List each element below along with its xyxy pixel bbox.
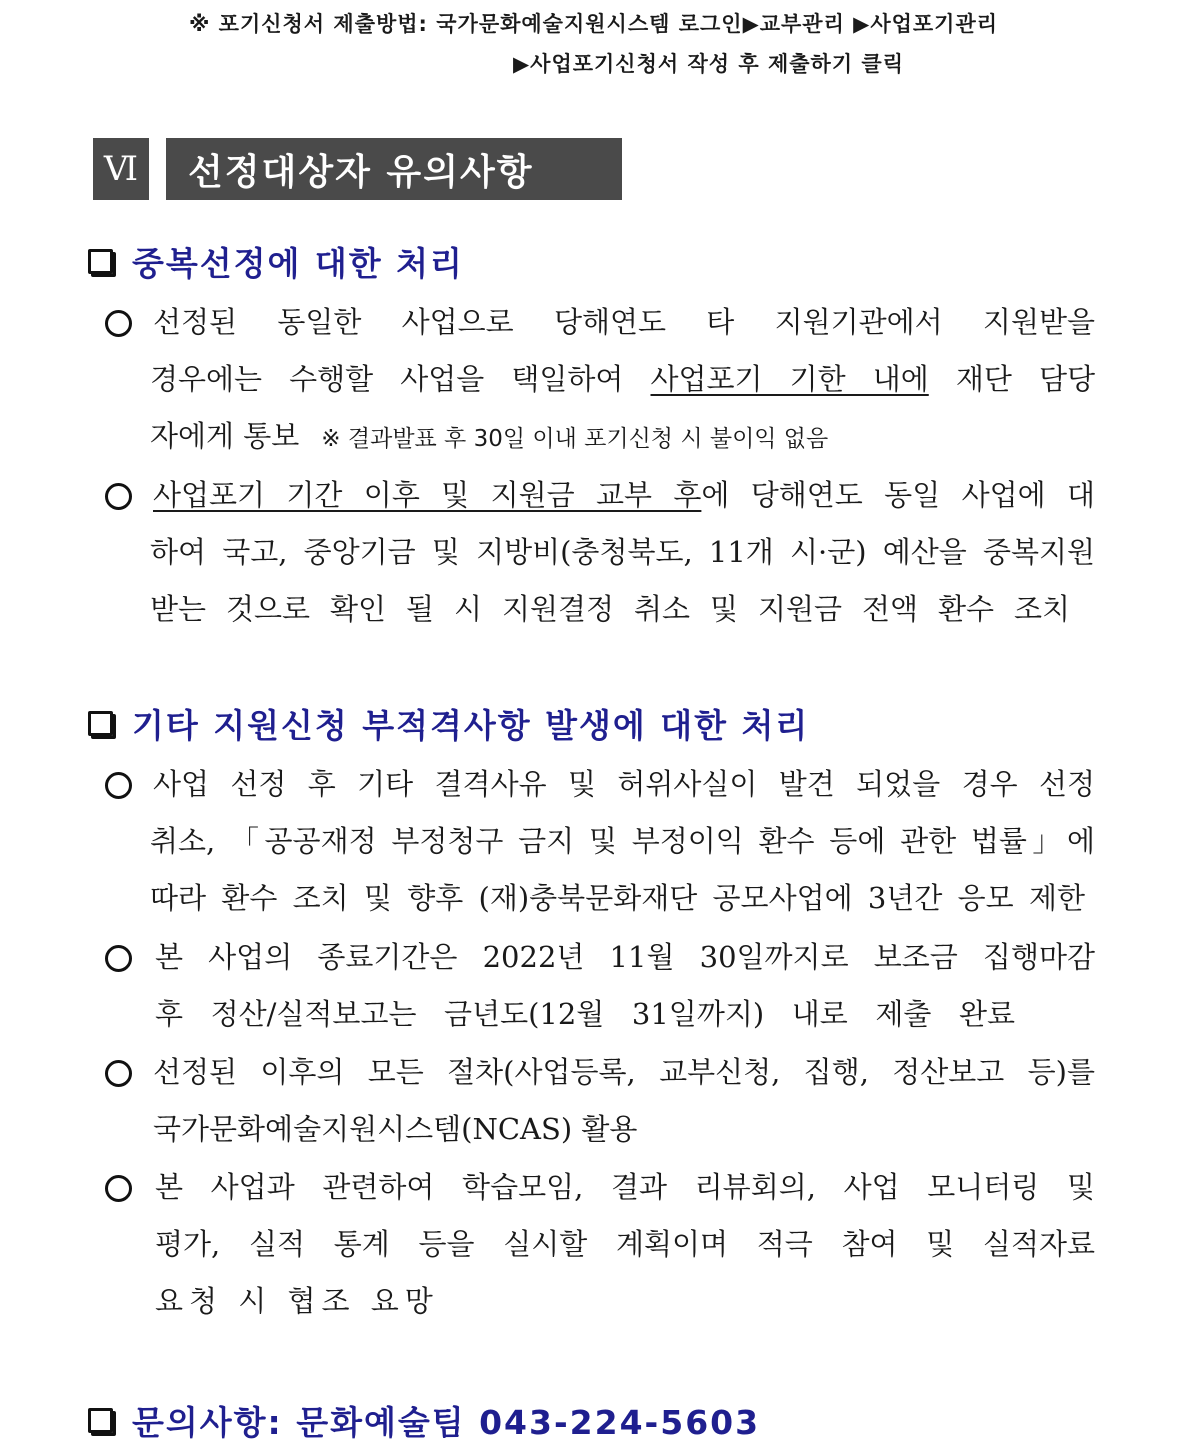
paragraph-line: 사업포기 기간 이후 및 지원금 교부 후에 당해연도 동일 사업에 대: [153, 478, 1095, 512]
chapter-header: [93, 138, 622, 200]
chapter-number: Ⅵ: [93, 138, 149, 200]
paragraph-line: 취소, 「공공재정 부정청구 금지 및 부정이익 환수 등에 관한 법률」에: [150, 824, 1095, 858]
circle-bullet-icon: [105, 1060, 132, 1087]
paragraph-line: 따라 환수 조치 및 향후 (재)충북문화재단 공모사업에 3년간 응모 제한: [150, 881, 1085, 915]
submission-method-note-line2: ▶사업포기신청서 작성 후 제출하기 클릭: [513, 52, 904, 76]
paragraph-line: 경우에는 수행할 사업을 택일하여 사업포기 기한 내에 재단 담당: [150, 362, 1095, 396]
notice-remark: ※ 결과발표 후 30일 이내 포기신청 시 불이익 없음: [321, 426, 829, 452]
underlined-text: 사업포기 기한 내에: [650, 362, 929, 396]
section-duplicate-selection-heading: [88, 238, 464, 285]
circle-bullet-icon: [105, 772, 132, 799]
section-heading-text: 기타 지원신청 부적격사항 발생에 대한 처리: [132, 706, 810, 745]
paragraph-line: 받는 것으로 확인 될 시 지원결정 취소 및 지원금 전액 환수 조치: [150, 592, 1070, 626]
circle-bullet-icon: [105, 310, 132, 337]
paragraph-line: 하여 국고, 중앙기금 및 지방비(충청북도, 11개 시·군) 예산을 중복지원: [150, 535, 1095, 569]
paragraph-line: 자에게 통보 ※ 결과발표 후 30일 이내 포기신청 시 불이익 없음: [150, 419, 829, 453]
checkbox-square-icon: [88, 249, 113, 274]
paragraph-line: 후 정산/실적보고는 금년도(12월 31일까지) 내로 제출 완료: [155, 997, 1015, 1031]
chapter-title: 선정대상자 유의사항: [166, 138, 622, 200]
section-heading-text: 중복선정에 대한 처리: [132, 244, 464, 283]
underlined-text: 사업포기 기간 이후 및 지원금 교부 후: [153, 478, 702, 512]
circle-bullet-icon: [105, 945, 132, 972]
paragraph-line: 사업 선정 후 기타 결격사유 및 허위사실이 발견 되었을 경우 선정: [153, 767, 1095, 801]
checkbox-square-icon: [88, 1408, 113, 1433]
section-ineligibility-heading: [88, 700, 809, 747]
checkbox-square-icon: [88, 711, 113, 736]
paragraph-line: 본 사업의 종료기간은 2022년 11월 30일까지로 보조금 집행마감: [155, 940, 1095, 974]
paragraph-line: 평가, 실적 통계 등을 실시할 계획이며 적극 참여 및 실적자료: [155, 1227, 1095, 1261]
circle-bullet-icon: [105, 483, 132, 510]
submission-method-note-line1: ※ 포기신청서 제출방법: 국가문화예술지원시스템 로그인▶교부관리 ▶사업포기관리: [188, 12, 999, 36]
paragraph-line: 요청 시 협조 요망: [155, 1284, 439, 1318]
section-inquiry-heading: [88, 1397, 760, 1444]
paragraph-line: 선정된 동일한 사업으로 당해연도 타 지원기관에서 지원받을: [153, 305, 1095, 339]
circle-bullet-icon: [105, 1175, 132, 1202]
paragraph-line: 국가문화예술지원시스템(NCAS) 활용: [153, 1112, 638, 1146]
paragraph-line: 선정된 이후의 모든 절차(사업등록, 교부신청, 집행, 정산보고 등)를: [153, 1055, 1095, 1089]
section-heading-text: 문의사항: 문화예술팀 043-224-5603: [132, 1403, 761, 1442]
paragraph-line: 본 사업과 관련하여 학습모임, 결과 리뷰회의, 사업 모니터링 및: [155, 1170, 1095, 1204]
